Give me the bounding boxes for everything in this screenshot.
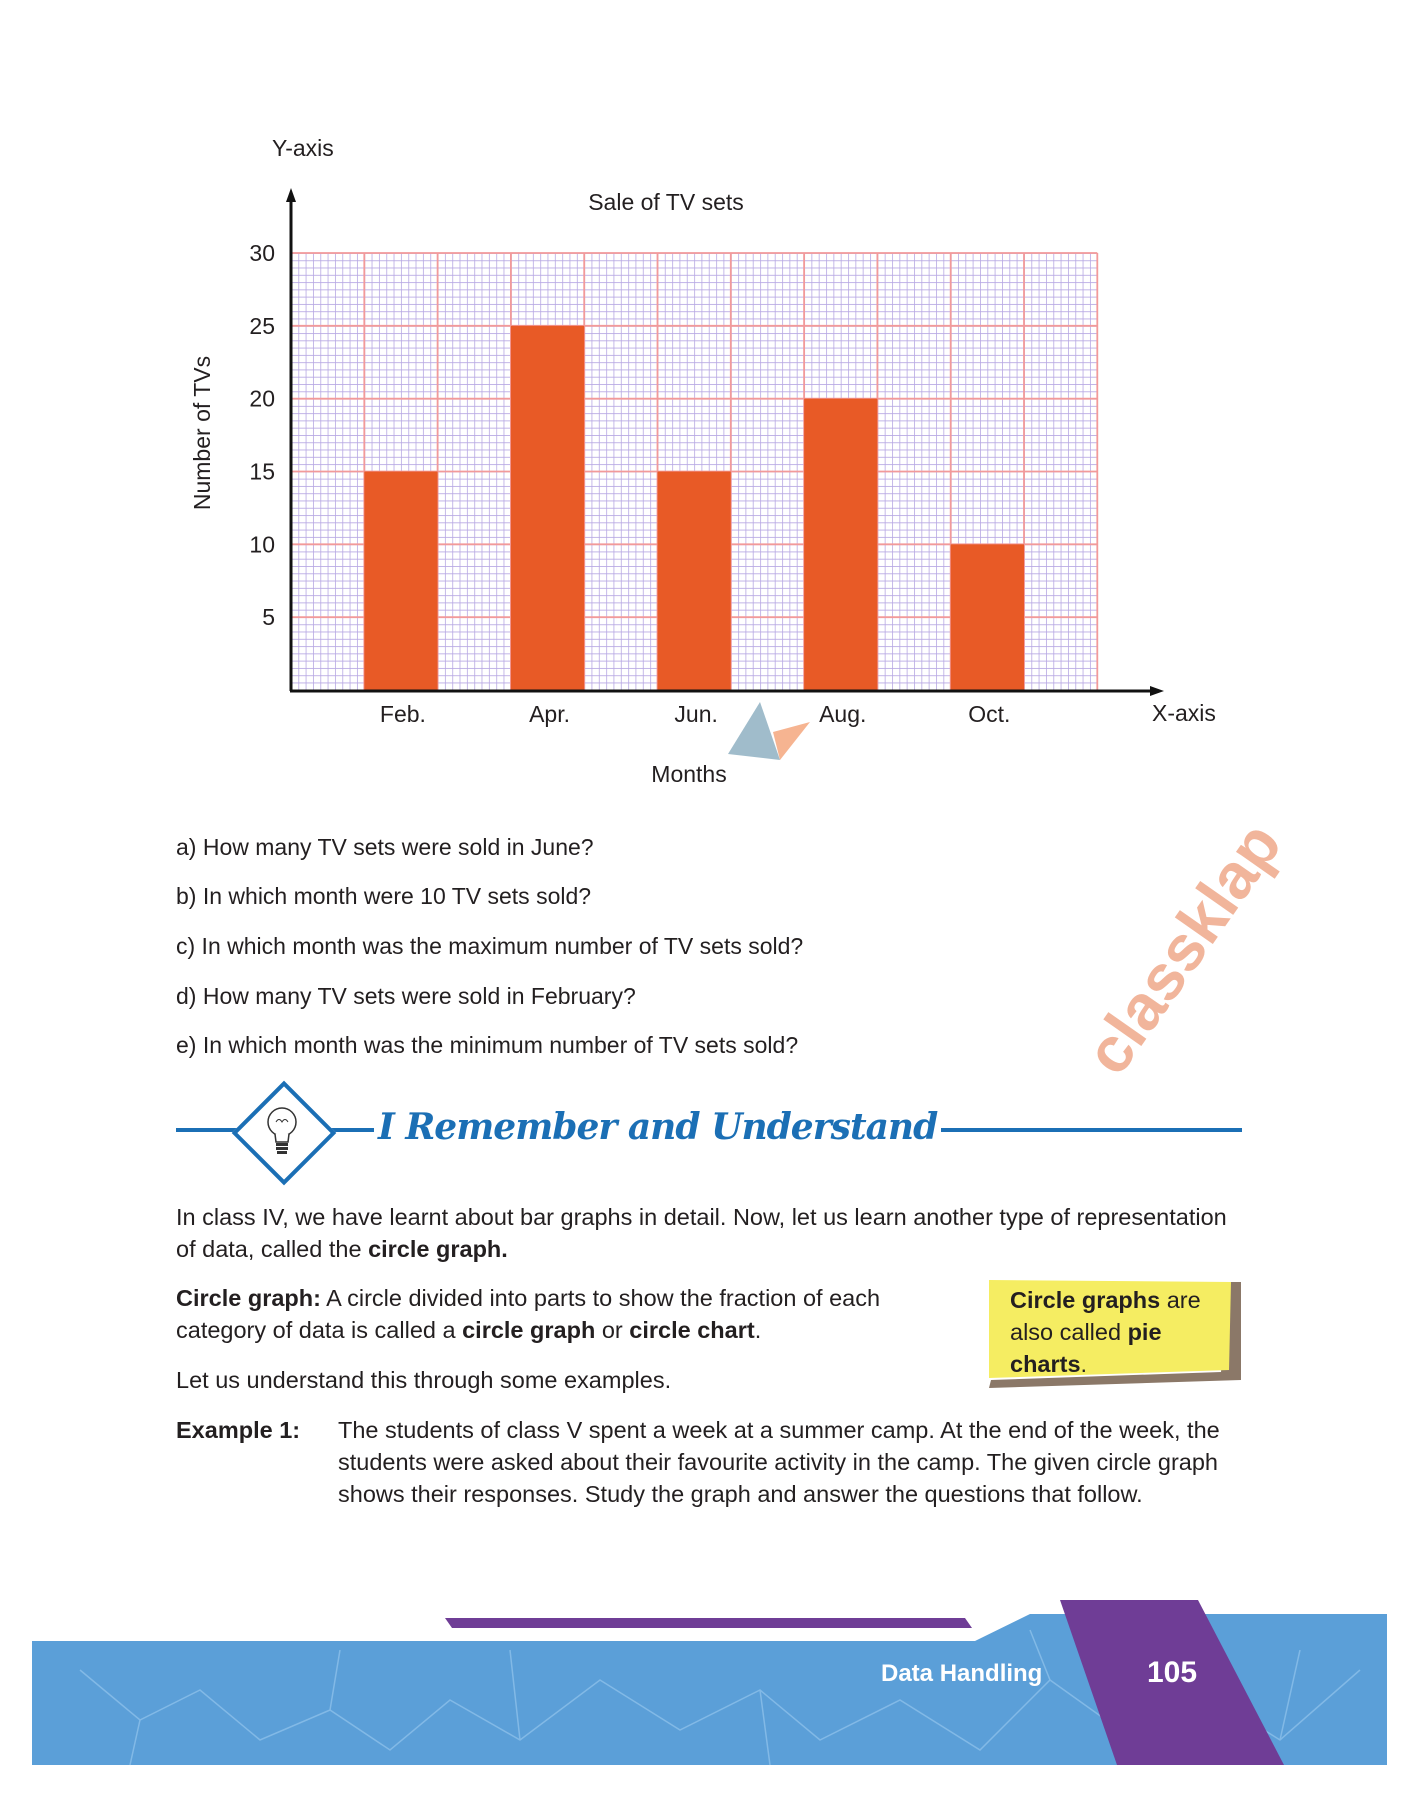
section-title: I Remember and Understand	[374, 1106, 941, 1148]
intro-text: In class IV, we have learnt about bar graphs in detail. Now, let us learn another type of representation of data, called the	[176, 1204, 1227, 1262]
bar-oct	[951, 544, 1024, 690]
definition-text: or	[595, 1317, 630, 1343]
x-axis-arrow	[1150, 686, 1164, 696]
definition-paragraph	[176, 1282, 966, 1346]
definition-text: A circle divided into parts to show the fraction of each category of data is called a	[176, 1285, 881, 1343]
x-tick-label: Aug.	[819, 701, 867, 727]
x-tick-label: Feb.	[379, 701, 426, 727]
bar-feb	[364, 472, 437, 691]
note-text: .	[1080, 1351, 1088, 1377]
x-axis-name: X-axis	[1152, 700, 1216, 726]
question-item: a) How many TV sets were sold in June?	[176, 834, 594, 860]
y-axis-name: Y-axis	[272, 135, 334, 161]
question-item: b) In which month were 10 TV sets sold?	[176, 883, 592, 909]
watermark-logo	[718, 702, 818, 772]
footer-banner	[0, 1590, 1421, 1780]
watermark: classklap	[1070, 809, 1296, 1087]
y-axis-label: Number of TVs	[189, 355, 215, 511]
bar-chart	[0, 0, 1421, 820]
bar-aug	[804, 399, 877, 690]
example-label: Example 1:	[176, 1417, 301, 1443]
lightbulb-icon	[262, 1104, 302, 1158]
y-tick-label: 30	[249, 240, 275, 266]
question-item: d) How many TV sets were sold in February?	[176, 983, 636, 1009]
y-axis-arrow	[286, 188, 296, 202]
sticky-note-text	[1010, 1284, 1235, 1380]
y-tick-label: 25	[249, 312, 275, 339]
intro-paragraph	[176, 1201, 1246, 1265]
intro-bold: circle graph.	[368, 1236, 508, 1262]
y-tick-label: 10	[249, 531, 275, 558]
question-item: e) In which month was the minimum number of TV sets sold?	[176, 1032, 799, 1058]
definition-bold: circle graph	[462, 1317, 596, 1343]
y-tick-label: 20	[249, 385, 275, 412]
footer-chapter: Data Handling	[881, 1660, 1043, 1687]
definition-bold: circle chart	[629, 1317, 755, 1343]
x-tick-label: Jun.	[674, 701, 718, 727]
x-tick-label: Oct.	[968, 701, 1011, 727]
bar-jun	[658, 472, 731, 691]
page-number: 105	[1147, 1656, 1198, 1689]
definition-term: Circle graph:	[176, 1285, 321, 1311]
y-tick-label: 15	[249, 458, 275, 485]
example-text: The students of class V spent a week at a summer camp. At the end of the week, the students were asked about their favourite activity in the camp. The given circle graph shows their responses. Study the graph and answer the questions that follow.	[338, 1417, 1220, 1507]
examples-intro: Let us understand this through some examples.	[176, 1367, 672, 1393]
definition-text: .	[754, 1317, 762, 1343]
x-tick-label: Apr.	[529, 701, 571, 727]
bar-apr	[511, 326, 584, 690]
chart-title: Sale of TV sets	[588, 189, 744, 215]
question-item: c) In which month was the maximum number of TV sets sold?	[176, 933, 804, 959]
y-tick-label: 5	[262, 604, 275, 631]
note-text: are also called	[1010, 1287, 1201, 1345]
x-axis-label: Months	[651, 761, 727, 787]
note-bold: pie charts	[1010, 1319, 1162, 1377]
note-bold: Circle graphs	[1010, 1287, 1161, 1313]
